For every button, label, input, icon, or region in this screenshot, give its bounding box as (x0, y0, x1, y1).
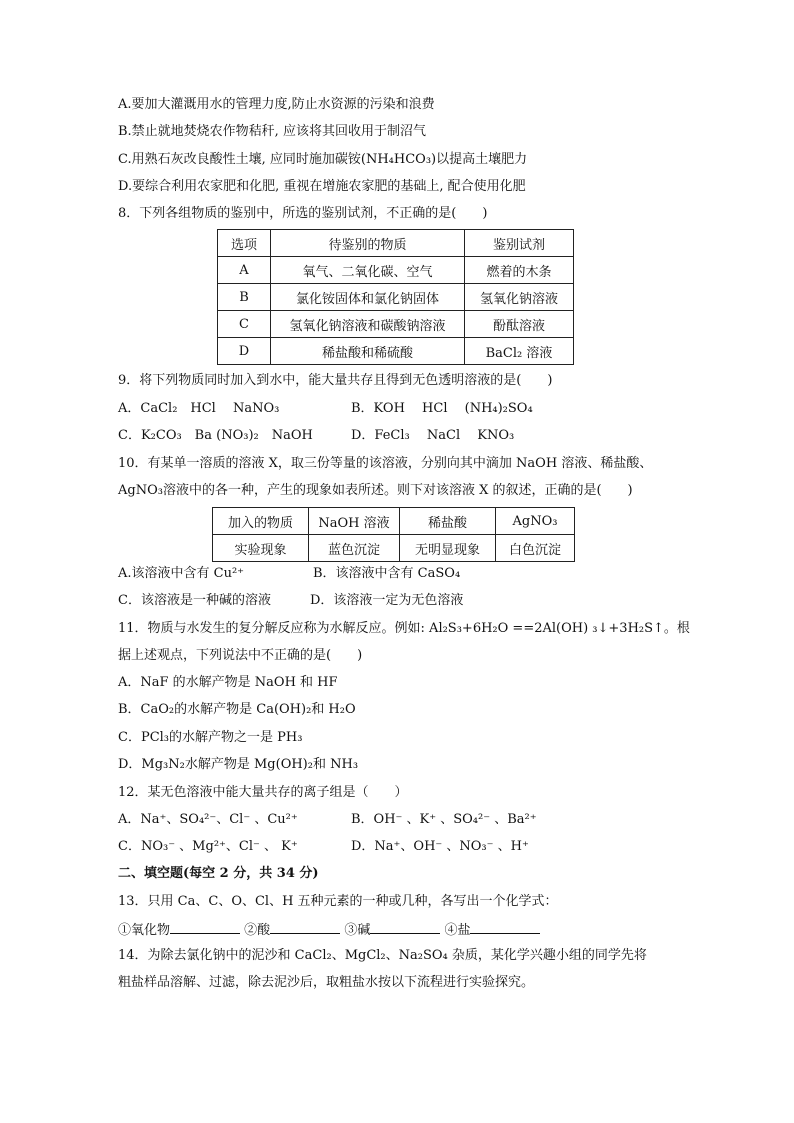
table-row (218, 257, 574, 284)
table-header-cell: 待鉴别的物质 (271, 230, 465, 257)
table-cell: 氢氧化钠溶液 (465, 284, 574, 311)
option-a-text: A.要加大灌溉用水的管理力度,防止水资源的污染和浪费 (118, 97, 435, 112)
table-header-cell: 加入的物质 (213, 508, 309, 535)
table-cell: 白色沉淀 (496, 535, 575, 562)
blank-label-oxide: ①氧化物 (118, 923, 171, 938)
q9-option-d: D．FeCl₃ NaCl KNO₃ (351, 428, 515, 443)
table-header-cell: NaOH 溶液 (309, 508, 400, 535)
blank-label-acid: ②酸 (244, 923, 271, 938)
q14-line2: 粗盐样品溶解、过滤，除去泥沙后，取粗盐水按以下流程进行实验探究。 (118, 975, 535, 990)
q8-stem: 8．下列各组物质的鉴别中，所选的鉴别试剂，不正确的是( ) (118, 206, 488, 221)
q10-stem-line2: AgNO₃溶液中的各一种，产生的现象如表所述。则下对该溶液 X 的叙述，正确的是( ) (118, 483, 633, 498)
table-header-row (213, 508, 575, 535)
option-c-text: C.用熟石灰改良酸性土壤, 应同时施加碳铵(NH₄HCO₃)以提高土壤肥力 (118, 152, 528, 167)
q10-option-a: A.该溶液中含有 Cu²⁺ (118, 566, 245, 581)
q9-option-a: A．CaCl₂ HCl NaNO₃ (118, 401, 280, 416)
q11-option-c: C．PCl₃的水解产物之一是 PH₃ (118, 730, 303, 745)
q13-blanks (118, 919, 540, 941)
table-cell: 无明显现象 (400, 535, 496, 562)
q12-stem: 12．某无色溶液中能大量共存的离子组是（ ） (118, 785, 408, 800)
q12-option-a: A．Na⁺、SO₄²⁻、Cl⁻ 、Cu²⁺ (118, 812, 298, 827)
table-header-row (218, 230, 574, 257)
table-cell: 氧气、二氧化碳、空气 (271, 257, 465, 284)
answer-blank-base[interactable] (370, 919, 440, 934)
table-cell: 氢氧化钠溶液和碳酸钠溶液 (271, 311, 465, 338)
q9-option-c: C．K₂CO₃ Ba (NO₃)₂ NaOH (118, 428, 313, 443)
table-header-cell: AgNO₃ (496, 508, 575, 535)
q11-option-d: D．Mg₃N₂水解产物是 Mg(OH)₂和 NH₃ (118, 757, 359, 772)
blank-label-base: ③碱 (344, 923, 371, 938)
q11-stem-line1: 11．物质与水发生的复分解反应称为水解反应。例如: Al₂S₃+6H₂O ==2Al(OH) ₃↓+3H₂S↑。根 (118, 621, 690, 636)
table-header-cell: 选项 (218, 230, 271, 257)
q12-option-d: D．Na⁺、OH⁻ 、NO₃⁻ 、H⁺ (351, 839, 529, 854)
q11-stem-line2: 据上述观点，下列说法中不正确的是( ) (118, 648, 363, 663)
table-cell: B (218, 284, 271, 311)
q13-stem: 13．只用 Ca、C、O、Cl、H 五种元素的一种或几种，各写出一个化学式： (118, 894, 558, 909)
option-b-text: B.禁止就地焚烧农作物秸秆, 应该将其回收用于制沼气 (118, 124, 426, 139)
table-cell: C (218, 311, 271, 338)
table-row (218, 284, 574, 311)
table-cell: 氯化铵固体和氯化钠固体 (271, 284, 465, 311)
q10-option-b: B．该溶液中含有 CaSO₄ (313, 566, 461, 581)
table-row (213, 535, 575, 562)
table-row (218, 338, 574, 365)
table-cell: 酚酞溶液 (465, 311, 574, 338)
q12-option-b: B．OH⁻ 、K⁺ 、SO₄²⁻ 、Ba²⁺ (351, 812, 537, 827)
table-cell: 稀盐酸和稀硫酸 (271, 338, 465, 365)
blank-label-salt: ④盐 (444, 923, 471, 938)
q8-table (217, 229, 574, 365)
table-cell: D (218, 338, 271, 365)
table-row (218, 311, 574, 338)
section-heading: 二、填空题(每空 2 分，共 34 分) (118, 866, 319, 881)
q10-option-c: C．该溶液是一种碱的溶液 (118, 593, 271, 608)
q9-option-b: B．KOH HCl (NH₄)₂SO₄ (351, 401, 533, 416)
answer-blank-oxide[interactable] (170, 919, 240, 934)
answer-blank-salt[interactable] (470, 919, 540, 934)
table-cell: 燃着的木条 (465, 257, 574, 284)
q14-line1: 14．为除去氯化钠中的泥沙和 CaCl₂、MgCl₂、Na₂SO₄ 杂质，某化学兴趣小组的同学先将 (118, 948, 647, 963)
q11-option-b: B．CaO₂的水解产物是 Ca(OH)₂和 H₂O (118, 702, 356, 717)
q11-option-a: A．NaF 的水解产物是 NaOH 和 HF (118, 675, 338, 690)
option-d-text: D.要综合利用农家肥和化肥, 重视在增施农家肥的基础上, 配合使用化肥 (118, 179, 526, 194)
q12-option-c: C．NO₃⁻ 、Mg²⁺、Cl⁻ 、 K⁺ (118, 839, 298, 854)
q10-table (212, 507, 575, 562)
table-header-cell: 鉴别试剂 (465, 230, 574, 257)
table-header-cell: 稀盐酸 (400, 508, 496, 535)
table-cell: 蓝色沉淀 (309, 535, 400, 562)
table-cell: BaCl₂ 溶液 (465, 338, 574, 365)
q10-option-d: D．该溶液一定为无色溶液 (310, 593, 464, 608)
table-cell: 实验现象 (213, 535, 309, 562)
table-cell: A (218, 257, 271, 284)
q9-stem: 9．将下列物质同时加入到水中，能大量共存且得到无色透明溶液的是( ) (118, 373, 553, 388)
q10-stem-line1: 10．有某单一溶质的溶液 X，取三份等量的该溶液，分别向其中滴加 NaOH 溶液、稀盐酸、 (118, 456, 653, 471)
answer-blank-acid[interactable] (270, 919, 340, 934)
